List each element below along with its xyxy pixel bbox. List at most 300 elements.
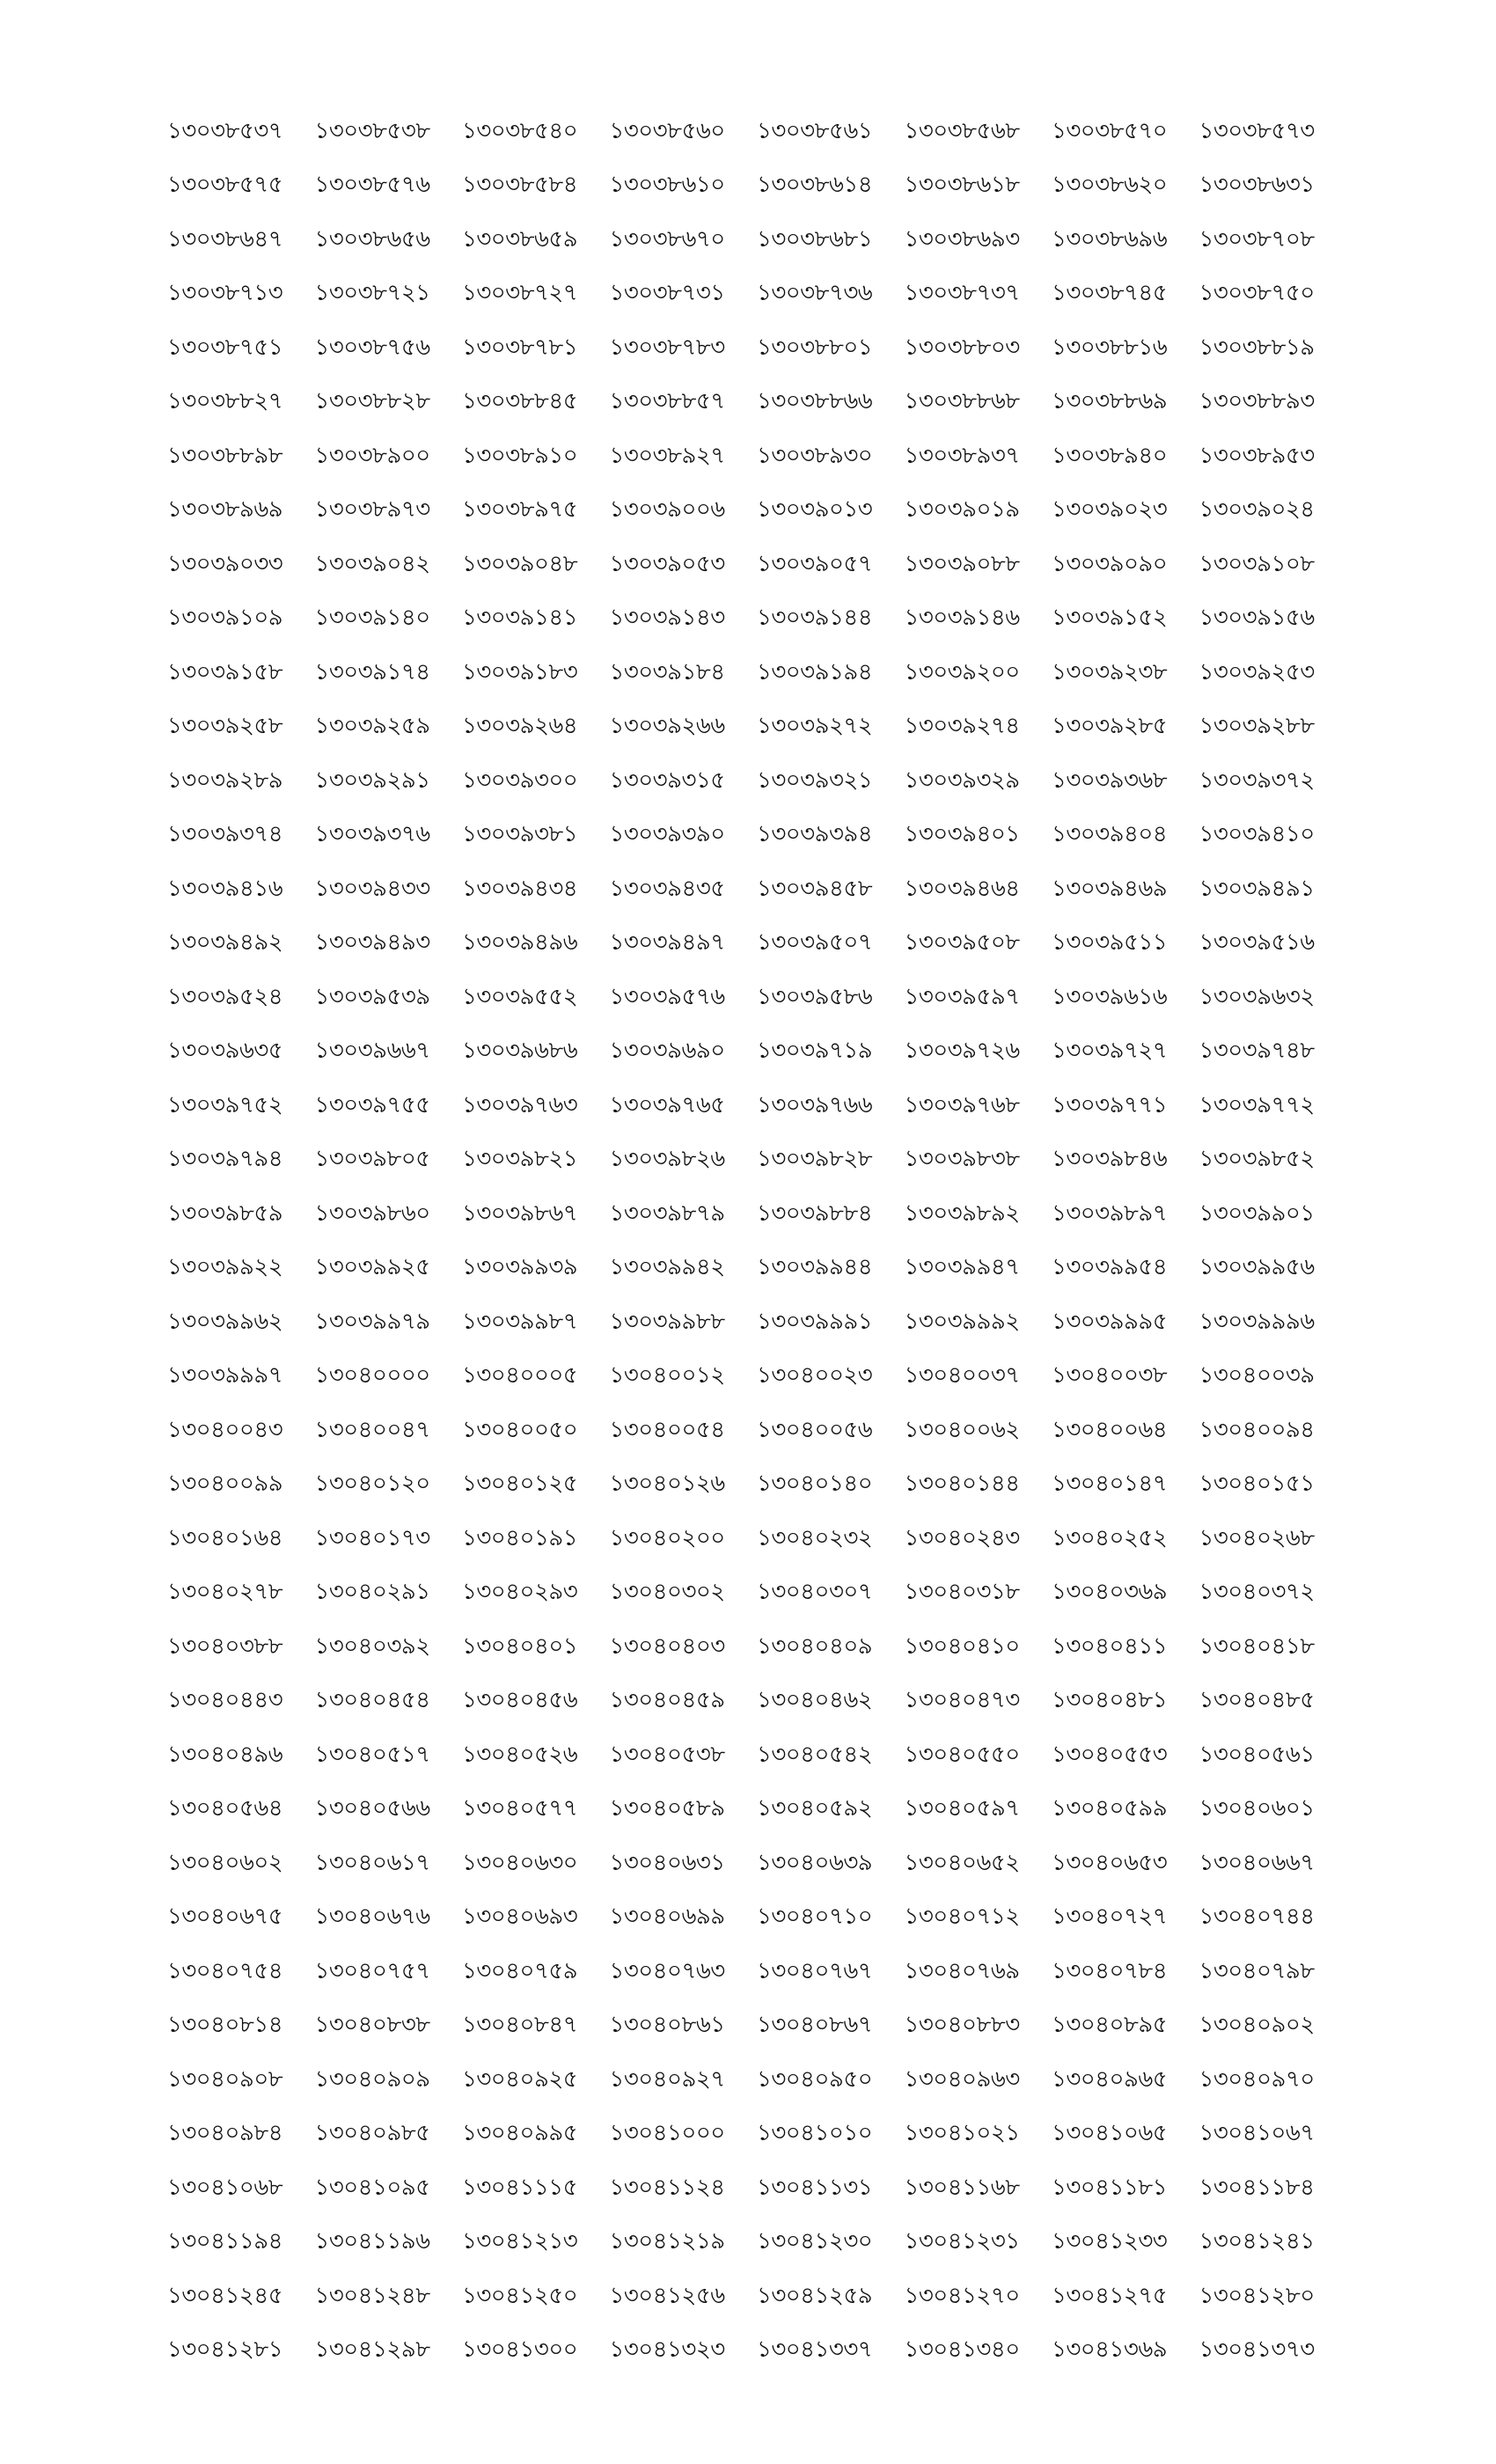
- roll-number-cell: ১৩০৩৯৬৬৭: [314, 1038, 430, 1065]
- roll-number-cell: ১৩০৪১২৩৩: [1052, 2228, 1168, 2255]
- roll-number-cell: ১৩০৪০৬০২: [167, 1849, 283, 1876]
- roll-number-cell: ১৩০৪১০১০: [757, 2120, 873, 2147]
- roll-number-cell: ১৩০৪০৭৫৭: [314, 1957, 430, 1984]
- roll-number-cell: ১৩০৩৯০৮৮: [904, 550, 1020, 577]
- roll-number-cell: ১৩০৪০৪৫৬: [462, 1687, 578, 1714]
- roll-number-cell: ১৩০৩৯২৫৯: [314, 713, 430, 740]
- roll-number-cell: ১৩০৪১১৬৮: [904, 2174, 1020, 2201]
- roll-number-cell: ১৩০৩৯০৪৮: [462, 550, 578, 577]
- roll-number-cell: ১৩০৪০৭৬৭: [757, 1957, 873, 1984]
- roll-number-cell: ১৩০৩৮৮০৩: [904, 334, 1020, 361]
- roll-number-cell: ১৩০৪০৯০২: [1199, 2012, 1315, 2039]
- roll-number-cell: ১৩০৪০৮৬১: [609, 2012, 725, 2039]
- roll-number-cell: ১৩০৪১২৫৯: [757, 2282, 873, 2309]
- roll-number-cell: ১৩০৩৯৩৮১: [462, 821, 578, 848]
- roll-number-cell: ১৩০৪০৪৭৩: [904, 1687, 1020, 1714]
- roll-number-cell: ১৩০৪০৪৪৩: [167, 1687, 283, 1714]
- roll-number-cell: ১৩০৩৮৮৫৭: [609, 388, 725, 415]
- roll-number-cell: ১৩০৪০৬০১: [1199, 1795, 1315, 1822]
- roll-number-cell: ১৩০৪১২৪৫: [167, 2282, 283, 2309]
- roll-number-cell: ১৩০৪১৩৪০: [904, 2336, 1020, 2364]
- roll-number-cell: ১৩০৩৯৯০১: [1199, 1199, 1315, 1227]
- roll-number-cell: ১৩০৪১২৫৬: [609, 2282, 725, 2309]
- roll-number-cell: ১৩০৪০৯৮৪: [167, 2120, 283, 2147]
- roll-number-cell: ১৩০৩৯১৫২: [1052, 605, 1168, 632]
- roll-number-cell: ১৩০৩৯৭৯৪: [167, 1146, 283, 1173]
- roll-number-cell: ১৩০৩৮৮৪৫: [462, 388, 578, 415]
- roll-number-cell: ১৩০৩৮৮৬৮: [904, 388, 1020, 415]
- roll-number-cell: ১৩০৪০৪৯৬: [167, 1741, 283, 1768]
- roll-number-cell: ১৩০৩৯৯৩৯: [462, 1254, 578, 1281]
- roll-number-cell: ১৩০৪০৫৯৭: [904, 1795, 1020, 1822]
- roll-number-cell: ১৩০৩৯১৪৩: [609, 605, 725, 632]
- roll-number-cell: ১৩০৩৯০৩৩: [167, 550, 283, 577]
- roll-number-cell: ১৩০৪০১২৬: [609, 1470, 725, 1498]
- roll-number-cell: ১৩০৪০৭৪৪: [1199, 1903, 1315, 1931]
- roll-number-cell: ১৩০৩৯০৪২: [314, 550, 430, 577]
- roll-number-cell: ১৩০৩৯৭১৯: [757, 1038, 873, 1065]
- roll-number-cell: ১৩০৪১৩৬৯: [1052, 2336, 1168, 2364]
- roll-number-cell: ১৩০৪০০৩৯: [1199, 1362, 1315, 1390]
- roll-number-cell: ১৩০৪০৩০৭: [757, 1579, 873, 1606]
- roll-number-cell: ১৩০৩৮৬৭০: [609, 225, 725, 253]
- roll-number-cell: ১৩০৪০৪৮১: [1052, 1687, 1168, 1714]
- roll-number-cell: ১৩০৪০০৯৪: [1199, 1416, 1315, 1443]
- roll-number-cell: ১৩০৩৮৫৭৩: [1199, 117, 1315, 144]
- roll-number-cell: ১৩০৪১০৬৭: [1199, 2120, 1315, 2147]
- roll-number-cell: ১৩০৩৮৫৬৮: [904, 117, 1020, 144]
- roll-number-cell: ১৩০৩৮৮৬৬: [757, 388, 873, 415]
- roll-number-cell: ১৩০৩৯১৪৪: [757, 605, 873, 632]
- roll-number-cell: ১৩০৪০৬৯৩: [462, 1903, 578, 1931]
- roll-number-cell: ১৩০৩৯৯৮৭: [462, 1308, 578, 1335]
- roll-number-cell: ১৩০৩৯৯৯১: [757, 1308, 873, 1335]
- roll-number-cell: ১৩০৩৮৭৩১: [609, 280, 725, 307]
- roll-number-cell: ১৩০৩৮৭৩৭: [904, 280, 1020, 307]
- roll-number-cell: ১৩০৪১২৮১: [167, 2336, 283, 2364]
- roll-number-cell: ১৩০৪১২৮০: [1199, 2282, 1315, 2309]
- roll-number-cell: ১৩০৩৯৭৬৫: [609, 1091, 725, 1118]
- roll-number-cell: ১৩০৩৯৩৭২: [1199, 766, 1315, 794]
- roll-number-cell: ১৩০৪০৭২৭: [1052, 1903, 1168, 1931]
- roll-number-cell: ১৩০৩৯০০৬: [609, 496, 725, 524]
- roll-number-cell: ১৩০৩৯৭২৬: [904, 1038, 1020, 1065]
- roll-number-cell: ১৩০৪১১১৫: [462, 2174, 578, 2201]
- roll-number-cell: ১৩০৩৯৮০৫: [314, 1146, 430, 1173]
- roll-number-cell: ১৩০৩৮৮১৯: [1199, 334, 1315, 361]
- roll-number-cell: ১৩০৪০৭৫৯: [462, 1957, 578, 1984]
- roll-number-cell: ১৩০৩৯৯৯৫: [1052, 1308, 1168, 1335]
- roll-number-cell: ১৩০৩৯৪৬৪: [904, 875, 1020, 902]
- roll-number-cell: ১৩০৪০০১২: [609, 1362, 725, 1390]
- roll-number-cell: ১৩০৩৯২৫৮: [167, 713, 283, 740]
- roll-number-cell: ১৩০৩৯১০৯: [167, 605, 283, 632]
- roll-number-cell: ১৩০৪০৩৬৯: [1052, 1579, 1168, 1606]
- roll-number-cell: ১৩০৪০৭১০: [757, 1903, 873, 1931]
- roll-number-cell: ১৩০৩৯০১৩: [757, 496, 873, 524]
- roll-number-cell: ১৩০৪০৪৮৫: [1199, 1687, 1315, 1714]
- roll-number-cell: ১৩০৩৮৭১৩: [167, 280, 283, 307]
- roll-number-cell: ১৩০৩৯২০০: [904, 658, 1020, 686]
- roll-number-cell: ১৩০৪০৪৬২: [757, 1687, 873, 1714]
- roll-number-cell: ১৩০৩৮৯৭৩: [314, 496, 430, 524]
- roll-number-cell: ১৩০৪১২১৩: [462, 2228, 578, 2255]
- roll-number-cell: ১৩০৩৮৬৩১: [1199, 172, 1315, 199]
- roll-number-cell: ১৩০৪০৯২৭: [609, 2065, 725, 2093]
- roll-number-cell: ১৩০৩৯৪০১: [904, 821, 1020, 848]
- roll-number-cell: ১৩০৩৯২৯১: [314, 766, 430, 794]
- roll-number-cell: ১৩০৩৯৯২৫: [314, 1254, 430, 1281]
- roll-number-cell: ১৩০৩৮৯৩৭: [904, 442, 1020, 469]
- roll-number-cell: ১৩০৩৮৫৩৮: [314, 117, 430, 144]
- roll-number-cell: ১৩০৪০০৫০: [462, 1416, 578, 1443]
- roll-number-cell: ১৩০৪১২১৯: [609, 2228, 725, 2255]
- roll-number-cell: ১৩০৪০৪০১: [462, 1632, 578, 1660]
- roll-number-cell: ১৩০৩৮৮৬৯: [1052, 388, 1168, 415]
- roll-number-cell: ১৩০৩৯৯৬২: [167, 1308, 283, 1335]
- roll-number-cell: ১৩০৪০০৫৬: [757, 1416, 873, 1443]
- roll-number-cell: ১৩০৩৮৬৯৩: [904, 225, 1020, 253]
- roll-number-cell: ১৩০৩৯৫২৪: [167, 983, 283, 1010]
- roll-number-cell: ১৩০৪০৮৯৫: [1052, 2012, 1168, 2039]
- roll-number-cell: ১৩০৪১২৩১: [904, 2228, 1020, 2255]
- roll-number-cell: ১৩০৪০৫৪২: [757, 1741, 873, 1768]
- roll-number-cell: ১৩০৪০২০০: [609, 1524, 725, 1551]
- roll-number-cell: ১৩০৪১০৬৫: [1052, 2120, 1168, 2147]
- roll-number-cell: ১৩০৪১২৯৮: [314, 2336, 430, 2364]
- roll-number-cell: ১৩০৪১২৭৫: [1052, 2282, 1168, 2309]
- roll-number-cell: ১৩০৩৮৬৮১: [757, 225, 873, 253]
- roll-number-cell: ১৩০৪০৪০৩: [609, 1632, 725, 1660]
- roll-number-cell: ১৩০৪০৭৬৩: [609, 1957, 725, 1984]
- roll-number-cell: ১৩০৩৯২৮৯: [167, 766, 283, 794]
- roll-number-cell: ১৩০৩৯৭৪৮: [1199, 1038, 1315, 1065]
- roll-number-cell: ১৩০৩৯২৭২: [757, 713, 873, 740]
- roll-number-cell: ১৩০৩৯৪৩৩: [314, 875, 430, 902]
- roll-number-cell: ১৩০৪০৬৫২: [904, 1849, 1020, 1876]
- roll-number-cell: ১৩০৩৯৩৬৮: [1052, 766, 1168, 794]
- roll-number-cell: ১৩০৩৮৬১৮: [904, 172, 1020, 199]
- roll-number-cell: ১৩০৩৮৭০৮: [1199, 225, 1315, 253]
- roll-number-cell: ১৩০৪১১৯৬: [314, 2228, 430, 2255]
- roll-number-cell: ১৩০৩৯৪৯৭: [609, 929, 725, 957]
- roll-number-cell: ১৩০৪০২৬৮: [1199, 1524, 1315, 1551]
- roll-number-cell: ১৩০৩৯৮২৮: [757, 1146, 873, 1173]
- roll-number-cell: ১৩০৩৯৩০০: [462, 766, 578, 794]
- roll-number-cell: ১৩০৩৯৭৭১: [1052, 1091, 1168, 1118]
- roll-number-cell: ১৩০৩৮৫৪০: [462, 117, 578, 144]
- roll-number-cell: ১৩০৩৯২৮৮: [1199, 713, 1315, 740]
- roll-number-cell: ১৩০৩৯০৫৭: [757, 550, 873, 577]
- roll-number-cell: ১৩০৪০০৪৩: [167, 1416, 283, 1443]
- roll-number-cell: ১৩০৩৮৯৩০: [757, 442, 873, 469]
- roll-number-cell: ১৩০৩৮৭২১: [314, 280, 430, 307]
- roll-number-cell: ১৩০৪০৯২৫: [462, 2065, 578, 2093]
- roll-number-cell: ১৩০৪০৭১২: [904, 1903, 1020, 1931]
- roll-number-cell: ১৩০৩৯৭৬৩: [462, 1091, 578, 1118]
- roll-number-cell: ১৩০৩৯২৬৪: [462, 713, 578, 740]
- roll-number-cell: ১৩০৩৯৯৯৬: [1199, 1308, 1315, 1335]
- roll-number-grid: [167, 104, 1346, 2377]
- roll-number-cell: ১৩০৪০৫৩৮: [609, 1741, 725, 1768]
- roll-number-cell: ১৩০৩৮৭৮৩: [609, 334, 725, 361]
- roll-number-cell: ১৩০৪০৬৫৩: [1052, 1849, 1168, 1876]
- roll-number-cell: ১৩০৩৯৯৯৭: [167, 1362, 283, 1390]
- roll-number-cell: ১৩০৩৯৬৩২: [1199, 983, 1315, 1010]
- roll-number-cell: ১৩০৪০০০০: [314, 1362, 430, 1390]
- roll-number-cell: ১৩০৩৯৯৪৭: [904, 1254, 1020, 1281]
- roll-number-cell: ১৩০৩৯৪১০: [1199, 821, 1315, 848]
- roll-number-cell: ১৩০৪০০৬৪: [1052, 1416, 1168, 1443]
- roll-number-cell: ১৩০৩৯৫৭৬: [609, 983, 725, 1010]
- roll-number-cell: ১৩০৩৯৩২১: [757, 766, 873, 794]
- roll-number-cell: ১৩০৪১১৮৪: [1199, 2174, 1315, 2201]
- roll-number-cell: ১৩০৩৯৪৫৮: [757, 875, 873, 902]
- roll-number-cell: ১৩০৩৯৮২১: [462, 1146, 578, 1173]
- roll-number-cell: ১৩০৩৯৭৬৮: [904, 1091, 1020, 1118]
- roll-number-cell: ১৩০৪০০৯৯: [167, 1470, 283, 1498]
- roll-number-cell: ১৩০৩৯৮২৬: [609, 1146, 725, 1173]
- roll-number-cell: ১৩০৪০৬৩৯: [757, 1849, 873, 1876]
- roll-number-cell: ১৩০৪০৪৫৯: [609, 1687, 725, 1714]
- roll-number-cell: ১৩০৩৮৮১৬: [1052, 334, 1168, 361]
- roll-number-cell: ১৩০৩৮৮২৭: [167, 388, 283, 415]
- roll-number-cell: ১৩০৩৯৫১১: [1052, 929, 1168, 957]
- roll-number-cell: ১৩০৩৯১৪০: [314, 605, 430, 632]
- roll-number-cell: ১৩০৪১৩৭৩: [1199, 2336, 1315, 2364]
- roll-number-cell: ১৩০৩৯৮৬০: [314, 1199, 430, 1227]
- roll-number-cell: ১৩০৩৮৭৫৬: [314, 334, 430, 361]
- roll-number-cell: ১৩০৩৯৩১৫: [609, 766, 725, 794]
- roll-number-cell: ১৩০৩৯৮৯২: [904, 1199, 1020, 1227]
- roll-number-cell: ১৩০৪০১৬৪: [167, 1524, 283, 1551]
- roll-number-cell: ১৩০৩৯৬৩৫: [167, 1038, 283, 1065]
- roll-number-cell: ১৩০৩৮৬৯৬: [1052, 225, 1168, 253]
- roll-number-cell: ১৩০৩৯৩৯৪: [757, 821, 873, 848]
- roll-number-cell: ১৩০৩৯১৮৪: [609, 658, 725, 686]
- roll-number-cell: ১৩০৪০০৩৭: [904, 1362, 1020, 1390]
- roll-number-cell: ১৩০৩৯৩৯০: [609, 821, 725, 848]
- roll-number-cell: ১৩০৪১৩০০: [462, 2336, 578, 2364]
- roll-number-cell: ১৩০৪১১৯৪: [167, 2228, 283, 2255]
- roll-number-cell: ১৩০৩৯৪০৪: [1052, 821, 1168, 848]
- roll-number-cell: ১৩০৩৮৯৬৯: [167, 496, 283, 524]
- roll-number-cell: ১৩০৩৮৯০০: [314, 442, 430, 469]
- roll-number-cell: ১৩০৪০৩৯২: [314, 1632, 430, 1660]
- roll-number-cell: ১৩০৪০৩০২: [609, 1579, 725, 1606]
- roll-number-cell: ১৩০৪০৪১০: [904, 1632, 1020, 1660]
- roll-number-cell: ১৩০৩৮৯৪০: [1052, 442, 1168, 469]
- roll-number-cell: ১৩০৪০৫৫০: [904, 1741, 1020, 1768]
- roll-number-cell: ১৩০৪০২৩২: [757, 1524, 873, 1551]
- roll-number-cell: ১৩০৪১২৭০: [904, 2282, 1020, 2309]
- roll-number-cell: ১৩০৩৯১৫৬: [1199, 605, 1315, 632]
- roll-number-cell: ১৩০৪১০০০: [609, 2120, 725, 2147]
- roll-number-cell: ১৩০৪০৯০৯: [314, 2065, 430, 2093]
- roll-number-cell: ১৩০৪০৫৬৬: [314, 1795, 430, 1822]
- roll-number-cell: ১৩০৩৮৫৬১: [757, 117, 873, 144]
- roll-number-cell: ১৩০৩৮৯৫৩: [1199, 442, 1315, 469]
- roll-number-cell: ১৩০৪০১৪৪: [904, 1470, 1020, 1498]
- roll-number-cell: ১৩০৩৮৫৩৭: [167, 117, 283, 144]
- roll-number-cell: ১৩০৩৯৮৭৯: [609, 1199, 725, 1227]
- roll-number-cell: ১৩০৪০৮৩৮: [314, 2012, 430, 2039]
- roll-number-cell: ১৩০৩৯৮৪৬: [1052, 1146, 1168, 1173]
- roll-number-cell: ১৩০৩৯৬৮৬: [462, 1038, 578, 1065]
- roll-number-cell: ১৩০৩৯৪৯২: [167, 929, 283, 957]
- roll-number-cell: ১৩০৪০৬৭৬: [314, 1903, 430, 1931]
- roll-number-cell: ১৩০৩৮৫৮৪: [462, 172, 578, 199]
- roll-number-cell: ১৩০৪০৯৮৫: [314, 2120, 430, 2147]
- roll-number-cell: ১৩০৪১০২১: [904, 2120, 1020, 2147]
- roll-number-cell: ১৩০৩৯৯৮৮: [609, 1308, 725, 1335]
- roll-number-cell: ১৩০৪০৯৯৫: [462, 2120, 578, 2147]
- roll-number-cell: ১৩০৩৯২৫৩: [1199, 658, 1315, 686]
- roll-number-cell: ১৩০৪০৬৭৫: [167, 1903, 283, 1931]
- roll-number-cell: ১৩০৩৮৫৭৬: [314, 172, 430, 199]
- roll-number-cell: ১৩০৪০৫৮৯: [609, 1795, 725, 1822]
- roll-number-cell: ১৩০৪০১২০: [314, 1470, 430, 1498]
- roll-number-cell: ১৩০৪০২৯১: [314, 1579, 430, 1606]
- roll-number-cell: ১৩০৩৮৬১৪: [757, 172, 873, 199]
- roll-number-cell: ১৩০৩৯৪৬৯: [1052, 875, 1168, 902]
- roll-number-cell: ১৩০৩৯৫৮৬: [757, 983, 873, 1010]
- roll-number-cell: ১৩০৪০৮৮৩: [904, 2012, 1020, 2039]
- roll-number-cell: ১৩০৩৯১৭৪: [314, 658, 430, 686]
- roll-number-cell: ১৩০৪১১৩১: [757, 2174, 873, 2201]
- roll-number-cell: ১৩০৪০৪১৮: [1199, 1632, 1315, 1660]
- roll-number-cell: ১৩০৩৯৯৪৪: [757, 1254, 873, 1281]
- roll-number-cell: ১৩০৩৮৭৫০: [1199, 280, 1315, 307]
- roll-number-cell: ১৩০৩৮৭২৭: [462, 280, 578, 307]
- roll-number-cell: ১৩০৩৮৫৭৫: [167, 172, 283, 199]
- roll-number-cell: ১৩০৪১২৪১: [1199, 2228, 1315, 2255]
- roll-number-cell: ১৩০৪১১৮১: [1052, 2174, 1168, 2201]
- roll-number-cell: ১৩০৪০৫৬৪: [167, 1795, 283, 1822]
- roll-number-cell: ১৩০৩৯৭৭২: [1199, 1091, 1315, 1118]
- roll-number-cell: ১৩০৩৯০২৪: [1199, 496, 1315, 524]
- roll-number-cell: ১৩০৪০৯৭০: [1199, 2065, 1315, 2093]
- roll-number-cell: ১৩০৩৮৬৫৯: [462, 225, 578, 253]
- roll-number-cell: ১৩০৩৮৯২৭: [609, 442, 725, 469]
- roll-number-cell: ১৩০৩৯০১৯: [904, 496, 1020, 524]
- roll-number-cell: ১৩০৩৯২৬৬: [609, 713, 725, 740]
- roll-number-cell: ১৩০৪০৯৬৫: [1052, 2065, 1168, 2093]
- roll-number-cell: ১৩০৪০০০৫: [462, 1362, 578, 1390]
- roll-number-cell: ১৩০৩৯৯৭৯: [314, 1308, 430, 1335]
- roll-number-cell: ১৩০৪০৩১৮: [904, 1579, 1020, 1606]
- roll-number-cell: ১৩০৪০৮৬৭: [757, 2012, 873, 2039]
- roll-number-cell: ১৩০৩৯০৯০: [1052, 550, 1168, 577]
- roll-number-cell: ১৩০৪০৬১৭: [314, 1849, 430, 1876]
- roll-number-cell: ১৩০৩৯৪৯১: [1199, 875, 1315, 902]
- roll-number-cell: ১৩০৩৯৫০৮: [904, 929, 1020, 957]
- roll-number-cell: ১৩০৩৯২৭৪: [904, 713, 1020, 740]
- roll-number-cell: ১৩০৪০৯৬৩: [904, 2065, 1020, 2093]
- roll-number-cell: ১৩০৪০২৪৩: [904, 1524, 1020, 1551]
- roll-number-cell: ১৩০৩৮৬২০: [1052, 172, 1168, 199]
- roll-number-cell: ১৩০৪০০৫৪: [609, 1416, 725, 1443]
- roll-number-cell: ১৩০৩৯০২৩: [1052, 496, 1168, 524]
- roll-number-cell: ১৩০৪০৬৯৯: [609, 1903, 725, 1931]
- roll-number-cell: ১৩০৪০৮৪৭: [462, 2012, 578, 2039]
- roll-number-cell: ১৩০৪০২৭৮: [167, 1579, 283, 1606]
- roll-number-cell: ১৩০৪০৫১৭: [314, 1741, 430, 1768]
- roll-number-cell: ১৩০৩৯৯৯২: [904, 1308, 1020, 1335]
- roll-number-cell: ১৩০৩৮৫৬০: [609, 117, 725, 144]
- roll-number-cell: ১৩০৩৯৯৫৬: [1199, 1254, 1315, 1281]
- roll-number-cell: ১৩০৪০৫৬১: [1199, 1741, 1315, 1768]
- roll-number-cell: ১৩০৩৯৫১৬: [1199, 929, 1315, 957]
- roll-number-cell: ১৩০৪০১৯১: [462, 1524, 578, 1551]
- roll-number-cell: ১৩০৩৮৯১০: [462, 442, 578, 469]
- roll-number-cell: ১৩০৩৯৬১৬: [1052, 983, 1168, 1010]
- roll-number-cell: ১৩০৪০০২৩: [757, 1362, 873, 1390]
- roll-number-cell: ১৩০৩৯৯৪২: [609, 1254, 725, 1281]
- roll-number-cell: ১৩০৪০২৫২: [1052, 1524, 1168, 1551]
- roll-number-cell: ১৩০৪০৮১৪: [167, 2012, 283, 2039]
- roll-number-cell: ১৩০৩৯৪১৬: [167, 875, 283, 902]
- roll-number-cell: ১৩০৩৯৩৭৪: [167, 821, 283, 848]
- roll-number-cell: ১৩০৪০২৯৩: [462, 1579, 578, 1606]
- roll-number-cell: ১৩০৩৯৪৩৫: [609, 875, 725, 902]
- roll-number-cell: ১৩০৩৯১৫৮: [167, 658, 283, 686]
- roll-number-cell: ১৩০৩৯৭৫২: [167, 1091, 283, 1118]
- roll-number-cell: ১৩০৩৮৮০১: [757, 334, 873, 361]
- roll-number-cell: ১৩০৪০৯০৮: [167, 2065, 283, 2093]
- roll-number-cell: ১৩০৩৯০৫৩: [609, 550, 725, 577]
- roll-number-cell: ১৩০৩৯৫৫২: [462, 983, 578, 1010]
- roll-number-cell: ১৩০৩৮৭৩৬: [757, 280, 873, 307]
- roll-number-cell: ১৩০৩৮৭৪৫: [1052, 280, 1168, 307]
- roll-number-cell: ১৩০৩৯৮৮৪: [757, 1199, 873, 1227]
- roll-number-cell: ১৩০৩৯৮৩৮: [904, 1146, 1020, 1173]
- roll-number-cell: ১৩০৩৯২৩৮: [1052, 658, 1168, 686]
- roll-number-cell: ১৩০৩৯৫৯৭: [904, 983, 1020, 1010]
- roll-number-cell: ১৩০৩৯৩২৯: [904, 766, 1020, 794]
- roll-number-cell: ১৩০৪০৫৭৭: [462, 1795, 578, 1822]
- roll-number-cell: ১৩০৩৯৮৫৯: [167, 1199, 283, 1227]
- roll-number-cell: ১৩০৪০৩৮৮: [167, 1632, 283, 1660]
- roll-number-cell: ১৩০৪০০৬২: [904, 1416, 1020, 1443]
- roll-number-cell: ১৩০৪০৬৩১: [609, 1849, 725, 1876]
- roll-number-cell: ১৩০৪০৪১১: [1052, 1632, 1168, 1660]
- roll-number-cell: ১৩০৩৯২৮৫: [1052, 713, 1168, 740]
- roll-number-cell: ১৩০৪১২৫০: [462, 2282, 578, 2309]
- roll-number-cell: ১৩০৩৯৮৯৭: [1052, 1199, 1168, 1227]
- roll-number-cell: ১৩০৩৯৯২২: [167, 1254, 283, 1281]
- roll-number-cell: ১৩০৩৮৬৪৭: [167, 225, 283, 253]
- roll-number-cell: ১৩০৩৯৯৫৪: [1052, 1254, 1168, 1281]
- roll-number-cell: ১৩০৪০৫২৬: [462, 1741, 578, 1768]
- roll-number-cell: ১৩০৩৯৩৭৬: [314, 821, 430, 848]
- roll-number-cell: ১৩০৪১২৪৮: [314, 2282, 430, 2309]
- roll-number-cell: ১৩০৩৮৬৫৬: [314, 225, 430, 253]
- roll-number-cell: ১৩০৩৮৬১০: [609, 172, 725, 199]
- roll-number-cell: ১৩০৪১৩২৩: [609, 2336, 725, 2364]
- roll-number-cell: ১৩০৪১১২৪: [609, 2174, 725, 2201]
- roll-number-cell: ১৩০৩৯৬৯০: [609, 1038, 725, 1065]
- roll-number-cell: ১৩০৩৯১৯৪: [757, 658, 873, 686]
- roll-number-cell: ১৩০৩৯৫৩৯: [314, 983, 430, 1010]
- roll-number-cell: ১৩০৪০৫৯২: [757, 1795, 873, 1822]
- roll-number-cell: ১৩০৪০৫৫৩: [1052, 1741, 1168, 1768]
- roll-number-cell: ১৩০৩৮৯৭৫: [462, 496, 578, 524]
- roll-number-cell: ১৩০৩৯৭৬৬: [757, 1091, 873, 1118]
- roll-number-cell: ১৩০৩৯১৪৬: [904, 605, 1020, 632]
- roll-number-cell: ১৩০৪০৯৫০: [757, 2065, 873, 2093]
- roll-number-cell: ১৩০৩৯৫০৭: [757, 929, 873, 957]
